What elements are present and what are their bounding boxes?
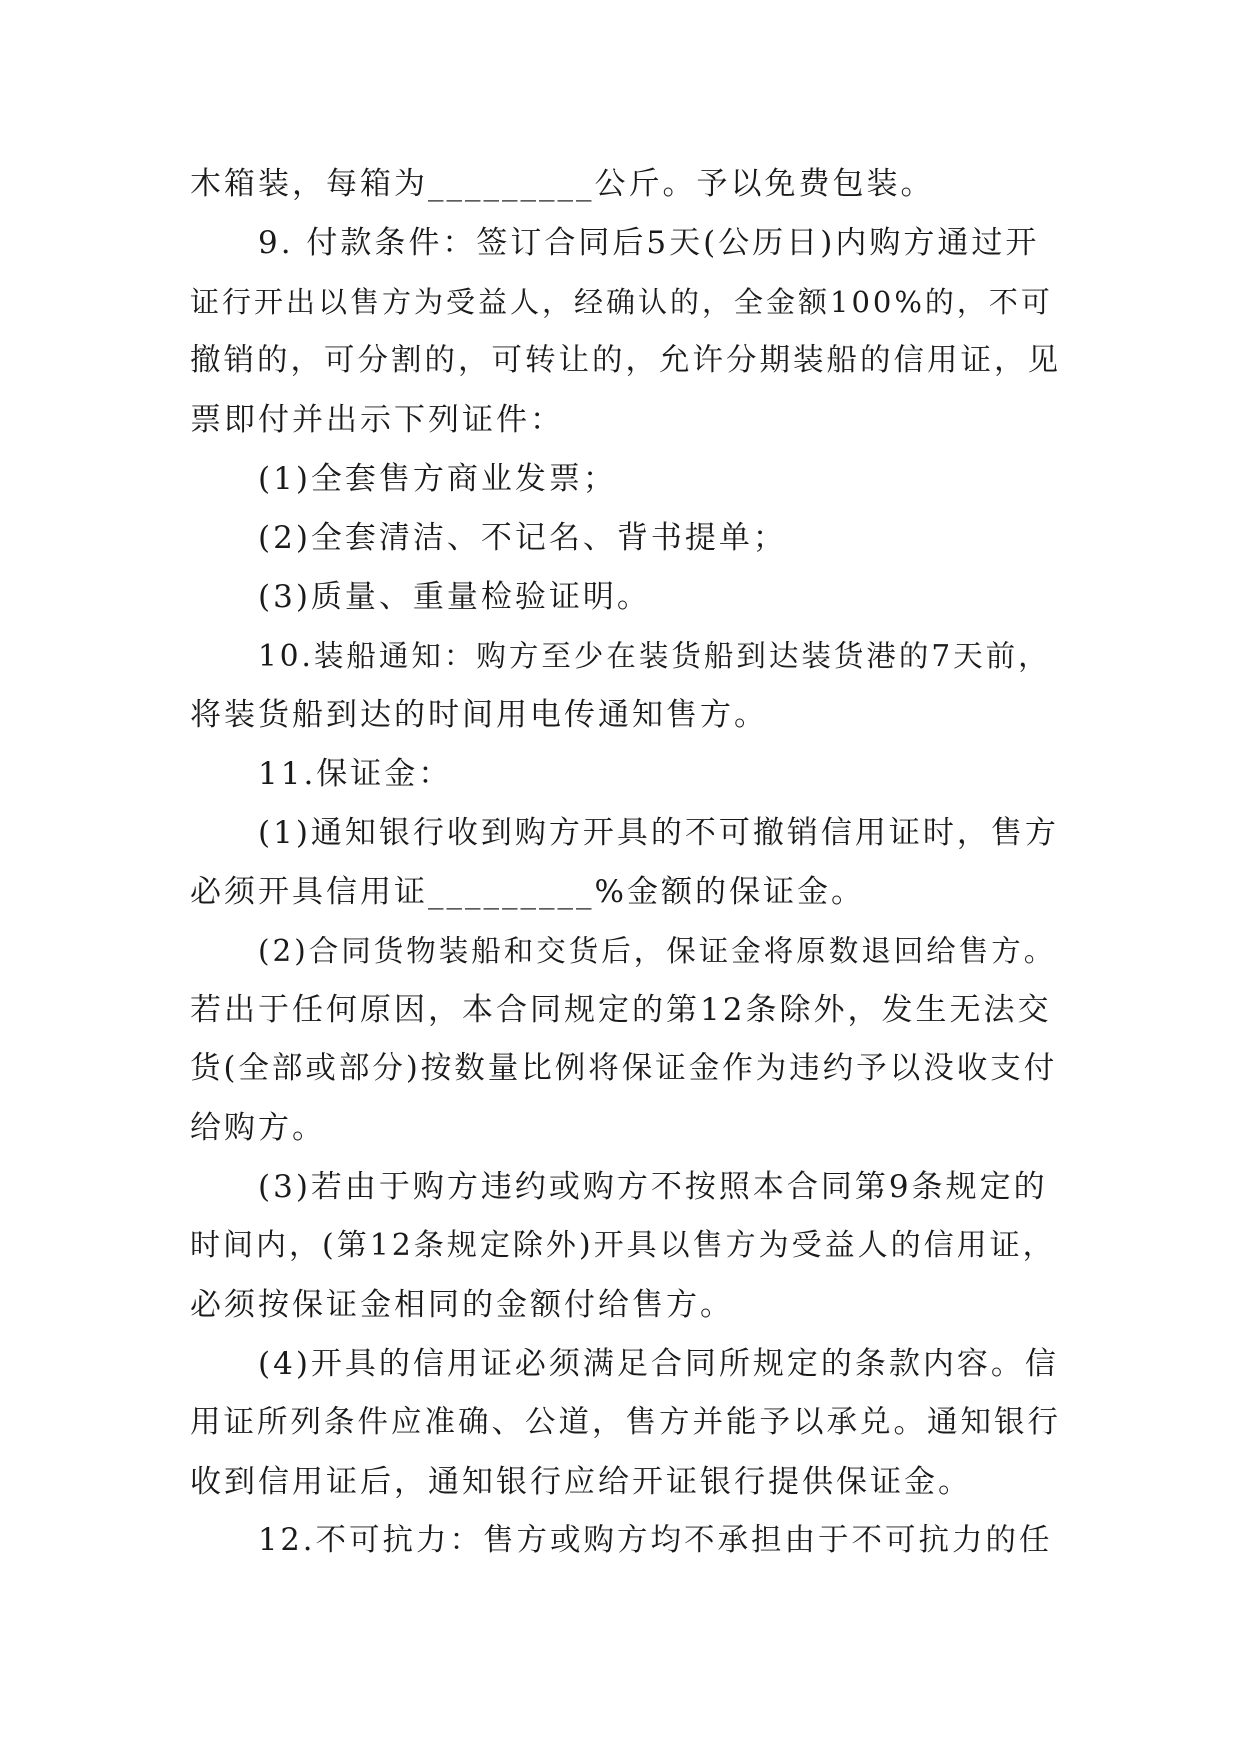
text-line: 必须按保证金相同的金额付给售方。 (190, 1287, 734, 1323)
text-line: 必须开具信用证_________%金额的保证金。 (190, 874, 865, 910)
text-line: 12.不可抗力：售方或购方均不承担由于不可抗力的任 (258, 1523, 1053, 1558)
text-line: 10.装船通知：购方至少在装货船到达装货港的7天前， (258, 639, 1051, 673)
text-line: (3)若由于购方违约或购方不按照本合同第9条规定的 (258, 1169, 1048, 1205)
text-line: 给购方。 (190, 1110, 326, 1146)
text-line: (1)全套售方商业发票； (258, 461, 617, 497)
text-line: 将装货船到达的时间用电传通知售方。 (190, 697, 768, 733)
text-line: 木箱装，每箱为_________公斤。予以免费包装。 (190, 166, 935, 202)
text-line: 时间内，(第12条规定除外)开具以售方为受益人的信用证， (190, 1228, 1056, 1263)
text-line: (2)全套清洁、不记名、背书提单； (258, 520, 787, 556)
text-line: 撤销的，可分割的，可转让的，允许分期装船的信用证，见 (190, 343, 1061, 378)
text-line: (1)通知银行收到购方开具的不可撤销信用证时，售方 (258, 815, 1059, 851)
text-line: 票即付并出示下列证件： (190, 402, 564, 438)
text-line: (4)开具的信用证必须满足合同所规定的条款内容。信 (258, 1346, 1059, 1382)
text-line: 若出于任何原因，本合同规定的第12条除外，发生无法交 (190, 992, 1052, 1028)
text-line: 证行开出以售方为受益人，经确认的，全金额100%的，不可 (190, 285, 1053, 319)
text-line: 收到信用证后，通知银行应给开证银行提供保证金。 (190, 1464, 972, 1500)
text-line: (2)合同货物装船和交货后，保证金将原数退回给售方。 (258, 934, 1057, 968)
text-line: (3)质量、重量检验证明。 (258, 579, 651, 615)
text-line: 货(全部或部分)按数量比例将保证金作为违约予以没收支付 (190, 1051, 1058, 1086)
text-line: 用证所列条件应准确、公道，售方并能予以承兑。通知银行 (190, 1405, 1061, 1440)
text-line: 9. 付款条件：签订合同后5天(公历日)内购方通过开 (258, 225, 1040, 261)
text-line: 11.保证金： (258, 756, 453, 792)
